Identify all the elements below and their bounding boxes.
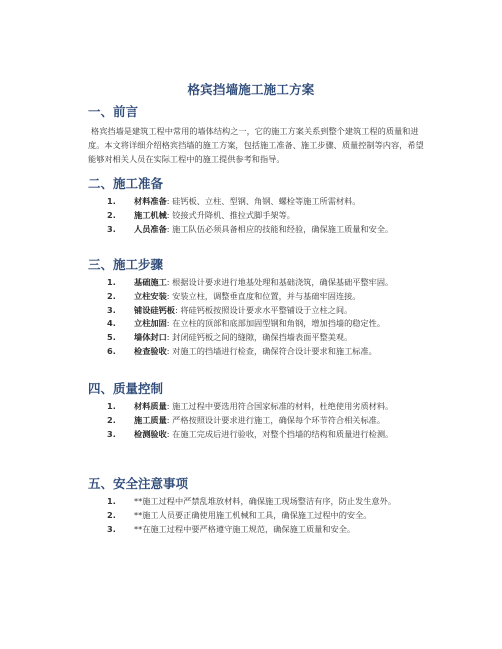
list-text: : 将硅钙板按照设计要求水平整铺设于立柱之间。 (174, 304, 353, 315)
list-text: **施工人员要正确使用施工机械和工具，确保施工过程中的安全。 (134, 509, 372, 520)
list-item (88, 276, 428, 290)
list-term: 立柱安装 (134, 290, 167, 301)
list-term: 人员准备 (134, 223, 167, 234)
list-number: 4. (107, 318, 116, 329)
list-text: : 硅钙板、立柱、型钢、角钢、螺栓等施工所需材料。 (166, 196, 361, 206)
section-preface (88, 104, 428, 166)
list-item (88, 331, 428, 345)
list-number: 3. (107, 428, 116, 439)
list-term: 基础施工 (134, 277, 167, 287)
list-number: 1. (107, 277, 116, 287)
list-term: 墙体封口 (134, 332, 167, 343)
section-heading: 五、安全注意事项 (88, 476, 189, 491)
section-heading: 三、施工步骤 (88, 257, 164, 272)
list-item (88, 345, 428, 359)
list-item (88, 304, 428, 318)
list-term: 检测验收 (134, 428, 167, 439)
list-item (88, 523, 428, 537)
list-term: 施工机械 (134, 209, 167, 220)
section-heading: 二、施工准备 (88, 176, 164, 191)
list-number: 6. (107, 345, 116, 356)
list-number: 3. (107, 523, 116, 534)
list-item (88, 414, 428, 428)
list-number: 1. (107, 401, 116, 411)
list-number: 1. (107, 496, 116, 506)
section-heading: 四、质量控制 (88, 381, 164, 396)
list-number: 2. (107, 414, 116, 425)
list-text: : 铰接式升降机、推拉式脚手架等。 (166, 209, 295, 220)
list-number: 3. (107, 304, 116, 315)
section-paragraph: 格宾挡墙是建筑工程中常用的墙体结构之一，它的施工方案关系到整个建筑工程的质量和进度。本文将详细介绍格宾挡墙的施工方案，包括施工准备、施工步骤、质量控制等内容，希望能够对相关人员在实际工程中的施工提供参考和指导。 (88, 126, 424, 164)
list-item (88, 509, 428, 523)
list-text: : 在施工完成后进行验收，对整个挡墙的结构和质量进行检测。 (166, 428, 394, 439)
document-title: 格宾挡墙施工施工方案 (187, 82, 315, 97)
list-number: 2. (107, 290, 116, 301)
list-text: : 施工队伍必须具备相应的技能和经验，确保施工质量和安全。 (166, 223, 394, 234)
section-quality-control (88, 381, 428, 441)
list-item (88, 209, 428, 223)
list-text: : 严格按照设计要求进行施工，确保每个环节符合相关标准。 (166, 414, 386, 425)
list-item (88, 400, 428, 414)
list-text: : 安装立柱，调整垂直度和位置，并与基础牢固连接。 (166, 290, 361, 301)
list-item (88, 428, 428, 442)
list-number: 3. (107, 223, 116, 234)
list-item (88, 223, 428, 237)
list-term: 施工质量 (134, 414, 167, 425)
list-term: 材料质量 (134, 401, 167, 411)
section-heading: 一、前言 (88, 104, 139, 119)
list-item (88, 495, 428, 509)
section-steps (88, 257, 428, 359)
list-number: 1. (107, 196, 116, 206)
list-text: **在施工过程中要严格遵守施工规范，确保施工质量和安全。 (134, 523, 356, 534)
list-number: 2. (107, 509, 116, 520)
list-term: 材料准备 (134, 196, 167, 206)
list-item (88, 317, 428, 331)
list-term: 铺设硅钙板 (134, 304, 175, 315)
section-safety (88, 476, 428, 536)
list-text: : 封闭硅钙板之间的缝隙，确保挡墙表面平整美观。 (166, 332, 353, 343)
list-term: 立柱加固 (134, 318, 167, 329)
list-text: : 在立柱的顶部和底部加固型钢和角钢，增加挡墙的稳定性。 (166, 318, 386, 329)
list-text: **施工过程中严禁乱堆放材料，确保施工现场整洁有序，防止发生意外。 (134, 496, 397, 506)
list-text: : 对施工的挡墙进行检查，确保符合设计要求和施工标准。 (166, 345, 377, 356)
list-text: : 施工过程中要选用符合国家标准的材料，杜绝使用劣质材料。 (166, 401, 394, 411)
list-term: 检查验收 (134, 345, 167, 356)
list-number: 5. (107, 332, 116, 343)
list-item (88, 195, 428, 209)
list-number: 2. (107, 209, 116, 220)
list-item (88, 290, 428, 304)
section-preparation (88, 176, 428, 236)
list-text: : 根据设计要求进行地基处理和基础浇筑，确保基础平整牢固。 (166, 277, 394, 287)
